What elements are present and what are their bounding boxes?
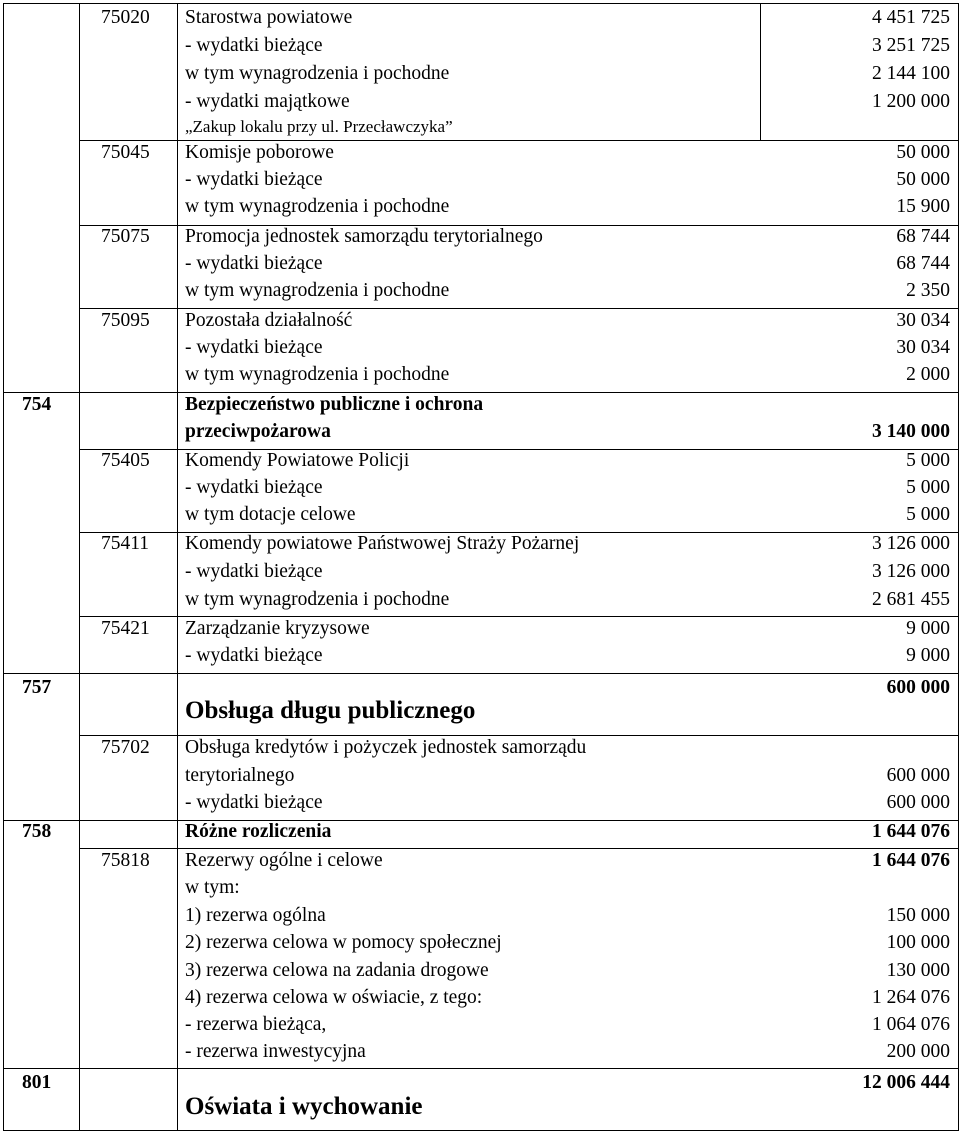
description: - wydatki bieżące (185, 477, 323, 498)
section-code: 801 (22, 1072, 52, 1093)
chapter-code: 75411 (101, 533, 150, 554)
amount: 1 644 076 (872, 821, 950, 842)
table-row (0, 586, 960, 614)
amount: 600 000 (886, 677, 950, 698)
table-row (0, 902, 960, 930)
amount: 2 144 100 (872, 63, 950, 84)
description: w tym wynagrodzenia i pochodne (185, 589, 450, 610)
table-row (0, 1011, 960, 1039)
amount: 600 000 (886, 765, 950, 786)
chapter-code: 75020 (101, 7, 150, 28)
description: Starostwa powiatowe (185, 7, 353, 28)
amount: 1 264 076 (872, 987, 950, 1008)
table-row (0, 929, 960, 957)
table-row (0, 307, 960, 335)
amount: 68 744 (896, 226, 950, 247)
table-row (0, 277, 960, 305)
section-code: 754 (22, 394, 52, 415)
amount: 2 681 455 (872, 589, 950, 610)
table-row (0, 193, 960, 221)
table-row (0, 334, 960, 362)
table-row (0, 88, 960, 116)
description: Oświata i wychowanie (185, 1093, 423, 1120)
table-row (0, 418, 960, 446)
amount: 5 000 (906, 450, 950, 471)
chapter-code: 75421 (101, 618, 150, 639)
amount: 68 744 (896, 253, 950, 274)
amount: 3 126 000 (872, 533, 950, 554)
description: - wydatki bieżące (185, 792, 323, 813)
table-row (0, 250, 960, 278)
chapter-code: 75045 (101, 142, 150, 163)
chapter-code: 75075 (101, 226, 150, 247)
description: w tym wynagrodzenia i pochodne (185, 196, 450, 217)
table-row (0, 1093, 960, 1121)
description: w tym: (185, 877, 240, 898)
table-row (0, 4, 960, 32)
table-row (0, 847, 960, 875)
amount: 9 000 (906, 645, 950, 666)
amount: 2 350 (906, 280, 950, 301)
description: 1) rezerwa ogólna (185, 905, 326, 926)
description: Promocja jednostek samorządu terytorialnego (185, 226, 543, 247)
description: Pozostała działalność (185, 310, 353, 331)
amount: 9 000 (906, 618, 950, 639)
table-row (0, 447, 960, 475)
description: - wydatki bieżące (185, 561, 323, 582)
table-row (0, 139, 960, 167)
section-code: 758 (22, 821, 52, 842)
table-row (0, 1038, 960, 1066)
amount: 100 000 (886, 932, 950, 953)
amount: 50 000 (896, 169, 950, 190)
table-row (0, 60, 960, 88)
table-row (0, 697, 960, 725)
description: 2) rezerwa celowa w pomocy społecznej (185, 932, 502, 953)
description: „Zakup lokalu przy ul. Przecławczyka” (185, 117, 453, 136)
description: Obsługa kredytów i pożyczek jednostek samorządu (185, 737, 587, 758)
amount: 5 000 (906, 477, 950, 498)
table-row (0, 789, 960, 817)
table-row (0, 762, 960, 790)
chapter-code: 75405 (101, 450, 150, 471)
table-border-bottom (3, 1130, 959, 1131)
description: Komendy powiatowe Państwowej Straży Pożarnej (185, 533, 580, 554)
description: - wydatki majątkowe (185, 91, 350, 112)
amount: 2 000 (906, 364, 950, 385)
description: Obsługa długu publicznego (185, 697, 476, 724)
table-row (0, 734, 960, 762)
amount: 30 034 (896, 337, 950, 358)
description: 3) rezerwa celowa na zadania drogowe (185, 960, 489, 981)
description: Komisje poborowe (185, 142, 334, 163)
chapter-code: 75095 (101, 310, 150, 331)
table-row (0, 558, 960, 586)
description: - wydatki bieżące (185, 35, 323, 56)
amount: 4 451 725 (872, 7, 950, 28)
description: w tym wynagrodzenia i pochodne (185, 280, 450, 301)
description: - wydatki bieżące (185, 253, 323, 274)
amount: 150 000 (886, 905, 950, 926)
table-row (0, 361, 960, 389)
amount: 600 000 (886, 792, 950, 813)
table-row (0, 501, 960, 529)
section-code: 757 (22, 677, 52, 698)
table-row (0, 957, 960, 985)
description: Rezerwy ogólne i celowe (185, 850, 383, 871)
table-row (0, 32, 960, 60)
description: - wydatki bieżące (185, 337, 323, 358)
table-row (0, 642, 960, 670)
amount: 3 126 000 (872, 561, 950, 582)
description: Bezpieczeństwo publiczne i ochrona (185, 394, 484, 415)
description: - wydatki bieżące (185, 645, 323, 666)
description: w tym wynagrodzenia i pochodne (185, 364, 450, 385)
table-row (0, 818, 960, 846)
amount: 200 000 (886, 1041, 950, 1062)
amount: 1 064 076 (872, 1014, 950, 1035)
description: przeciwpożarowa (185, 421, 331, 442)
description: terytorialnego (185, 765, 295, 786)
chapter-code: 75818 (101, 850, 150, 871)
amount: 5 000 (906, 504, 950, 525)
amount: 3 140 000 (872, 421, 950, 442)
amount: 1 644 076 (872, 850, 950, 871)
description: Zarządzanie kryzysowe (185, 618, 370, 639)
amount: 30 034 (896, 310, 950, 331)
amount: 3 251 725 (872, 35, 950, 56)
table-row (0, 391, 960, 419)
amount: 12 006 444 (862, 1072, 950, 1093)
amount: 130 000 (886, 960, 950, 981)
description: w tym dotacje celowe (185, 504, 356, 525)
amount: 1 200 000 (872, 91, 950, 112)
table-row (0, 474, 960, 502)
description: 4) rezerwa celowa w oświacie, z tego: (185, 987, 483, 1008)
description: - rezerwa inwestycyjna (185, 1041, 366, 1062)
description: w tym wynagrodzenia i pochodne (185, 63, 450, 84)
table-row (0, 166, 960, 194)
amount: 50 000 (896, 142, 950, 163)
description: - rezerwa bieżąca, (185, 1014, 327, 1035)
description: - wydatki bieżące (185, 169, 323, 190)
chapter-code: 75702 (101, 737, 150, 758)
table-row (0, 530, 960, 558)
table-row (0, 113, 960, 141)
description: Różne rozliczenia (185, 821, 332, 842)
table-row (0, 223, 960, 251)
table-row (0, 615, 960, 643)
amount: 15 900 (896, 196, 950, 217)
description: Komendy Powiatowe Policji (185, 450, 410, 471)
table-row (0, 984, 960, 1012)
table-row (0, 874, 960, 902)
